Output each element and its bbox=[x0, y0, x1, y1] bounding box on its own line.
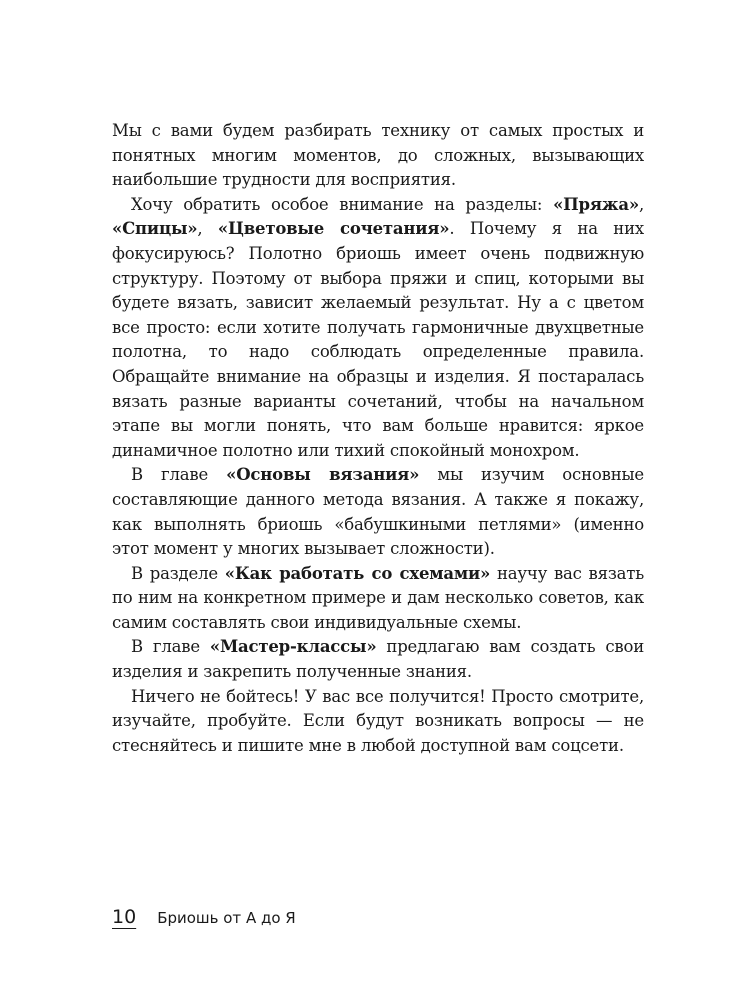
text-run: В разделе bbox=[131, 563, 225, 583]
text-run: . Почему я на них фокусируюсь? Полотно бриошь имеет очень подвижную структуру. Поэтому от выбора пряжи и спиц, которыми вы будете вязать, зависит желаемый результат. Ну а с цветом все просто: если хотите получать гармоничные двухцветные полотна, то надо соблюдать определенные правила. Обращайте внимание на образцы и изделия. Я постаралась вязать разные варианты сочетаний, чтобы на начальном этапе вы могли понять, что вам больше нравится: яркое динамичное полотно или тихий спокойный монохром. bbox=[112, 219, 644, 460]
section-reference: «Пряжа» bbox=[553, 194, 639, 214]
text-run: , bbox=[638, 194, 644, 214]
text-run: В главе bbox=[131, 637, 210, 657]
paragraph bbox=[112, 562, 644, 636]
paragraph bbox=[112, 463, 644, 561]
section-reference: «Мастер-классы» bbox=[209, 637, 377, 657]
text-run: В главе bbox=[131, 465, 227, 485]
page-number: 10 bbox=[112, 906, 137, 928]
section-reference: «Спицы» bbox=[112, 219, 198, 239]
text-run: мы изучим основные составляющие данного метода вязания. А также я покажу, как выполнять бриошь «бабушкиными петлями» (именно этот момент у многих вызывает сложности). bbox=[112, 465, 644, 559]
paragraph bbox=[112, 635, 644, 684]
text-run: Ничего не бойтесь! У вас все получится! Просто смотрите, изучайте, пробуйте. Если будут возникать вопросы — не стесняйтесь и пишите мне в любой доступной вам соцсети. bbox=[112, 686, 644, 755]
section-reference: «Основы вязания» bbox=[226, 465, 420, 485]
text-run: Мы с вами будем разбирать технику от самых простых и понятных многим моментов, до сложных, вызывающих наибольшие трудности для восприятия. bbox=[112, 121, 644, 190]
text-run: научу вас вязать по ним на конкретном примере и дам несколько советов, как самим составлять свои индивидуальные схемы. bbox=[112, 563, 644, 632]
paragraph bbox=[112, 119, 644, 193]
text-run: , bbox=[197, 219, 218, 239]
paragraph bbox=[112, 685, 644, 759]
page-footer bbox=[112, 906, 296, 928]
section-reference: «Как работать со схемами» bbox=[224, 563, 491, 583]
running-title: Бриошь от А до Я bbox=[157, 909, 296, 927]
section-reference: «Цветовые сочетания» bbox=[217, 219, 450, 239]
text-run: Хочу обратить особое внимание на разделы: bbox=[131, 194, 554, 214]
body-text bbox=[112, 119, 644, 758]
paragraph bbox=[112, 193, 644, 464]
text-run: предлагаю вам создать свои изделия и закрепить полученные знания. bbox=[112, 637, 644, 682]
